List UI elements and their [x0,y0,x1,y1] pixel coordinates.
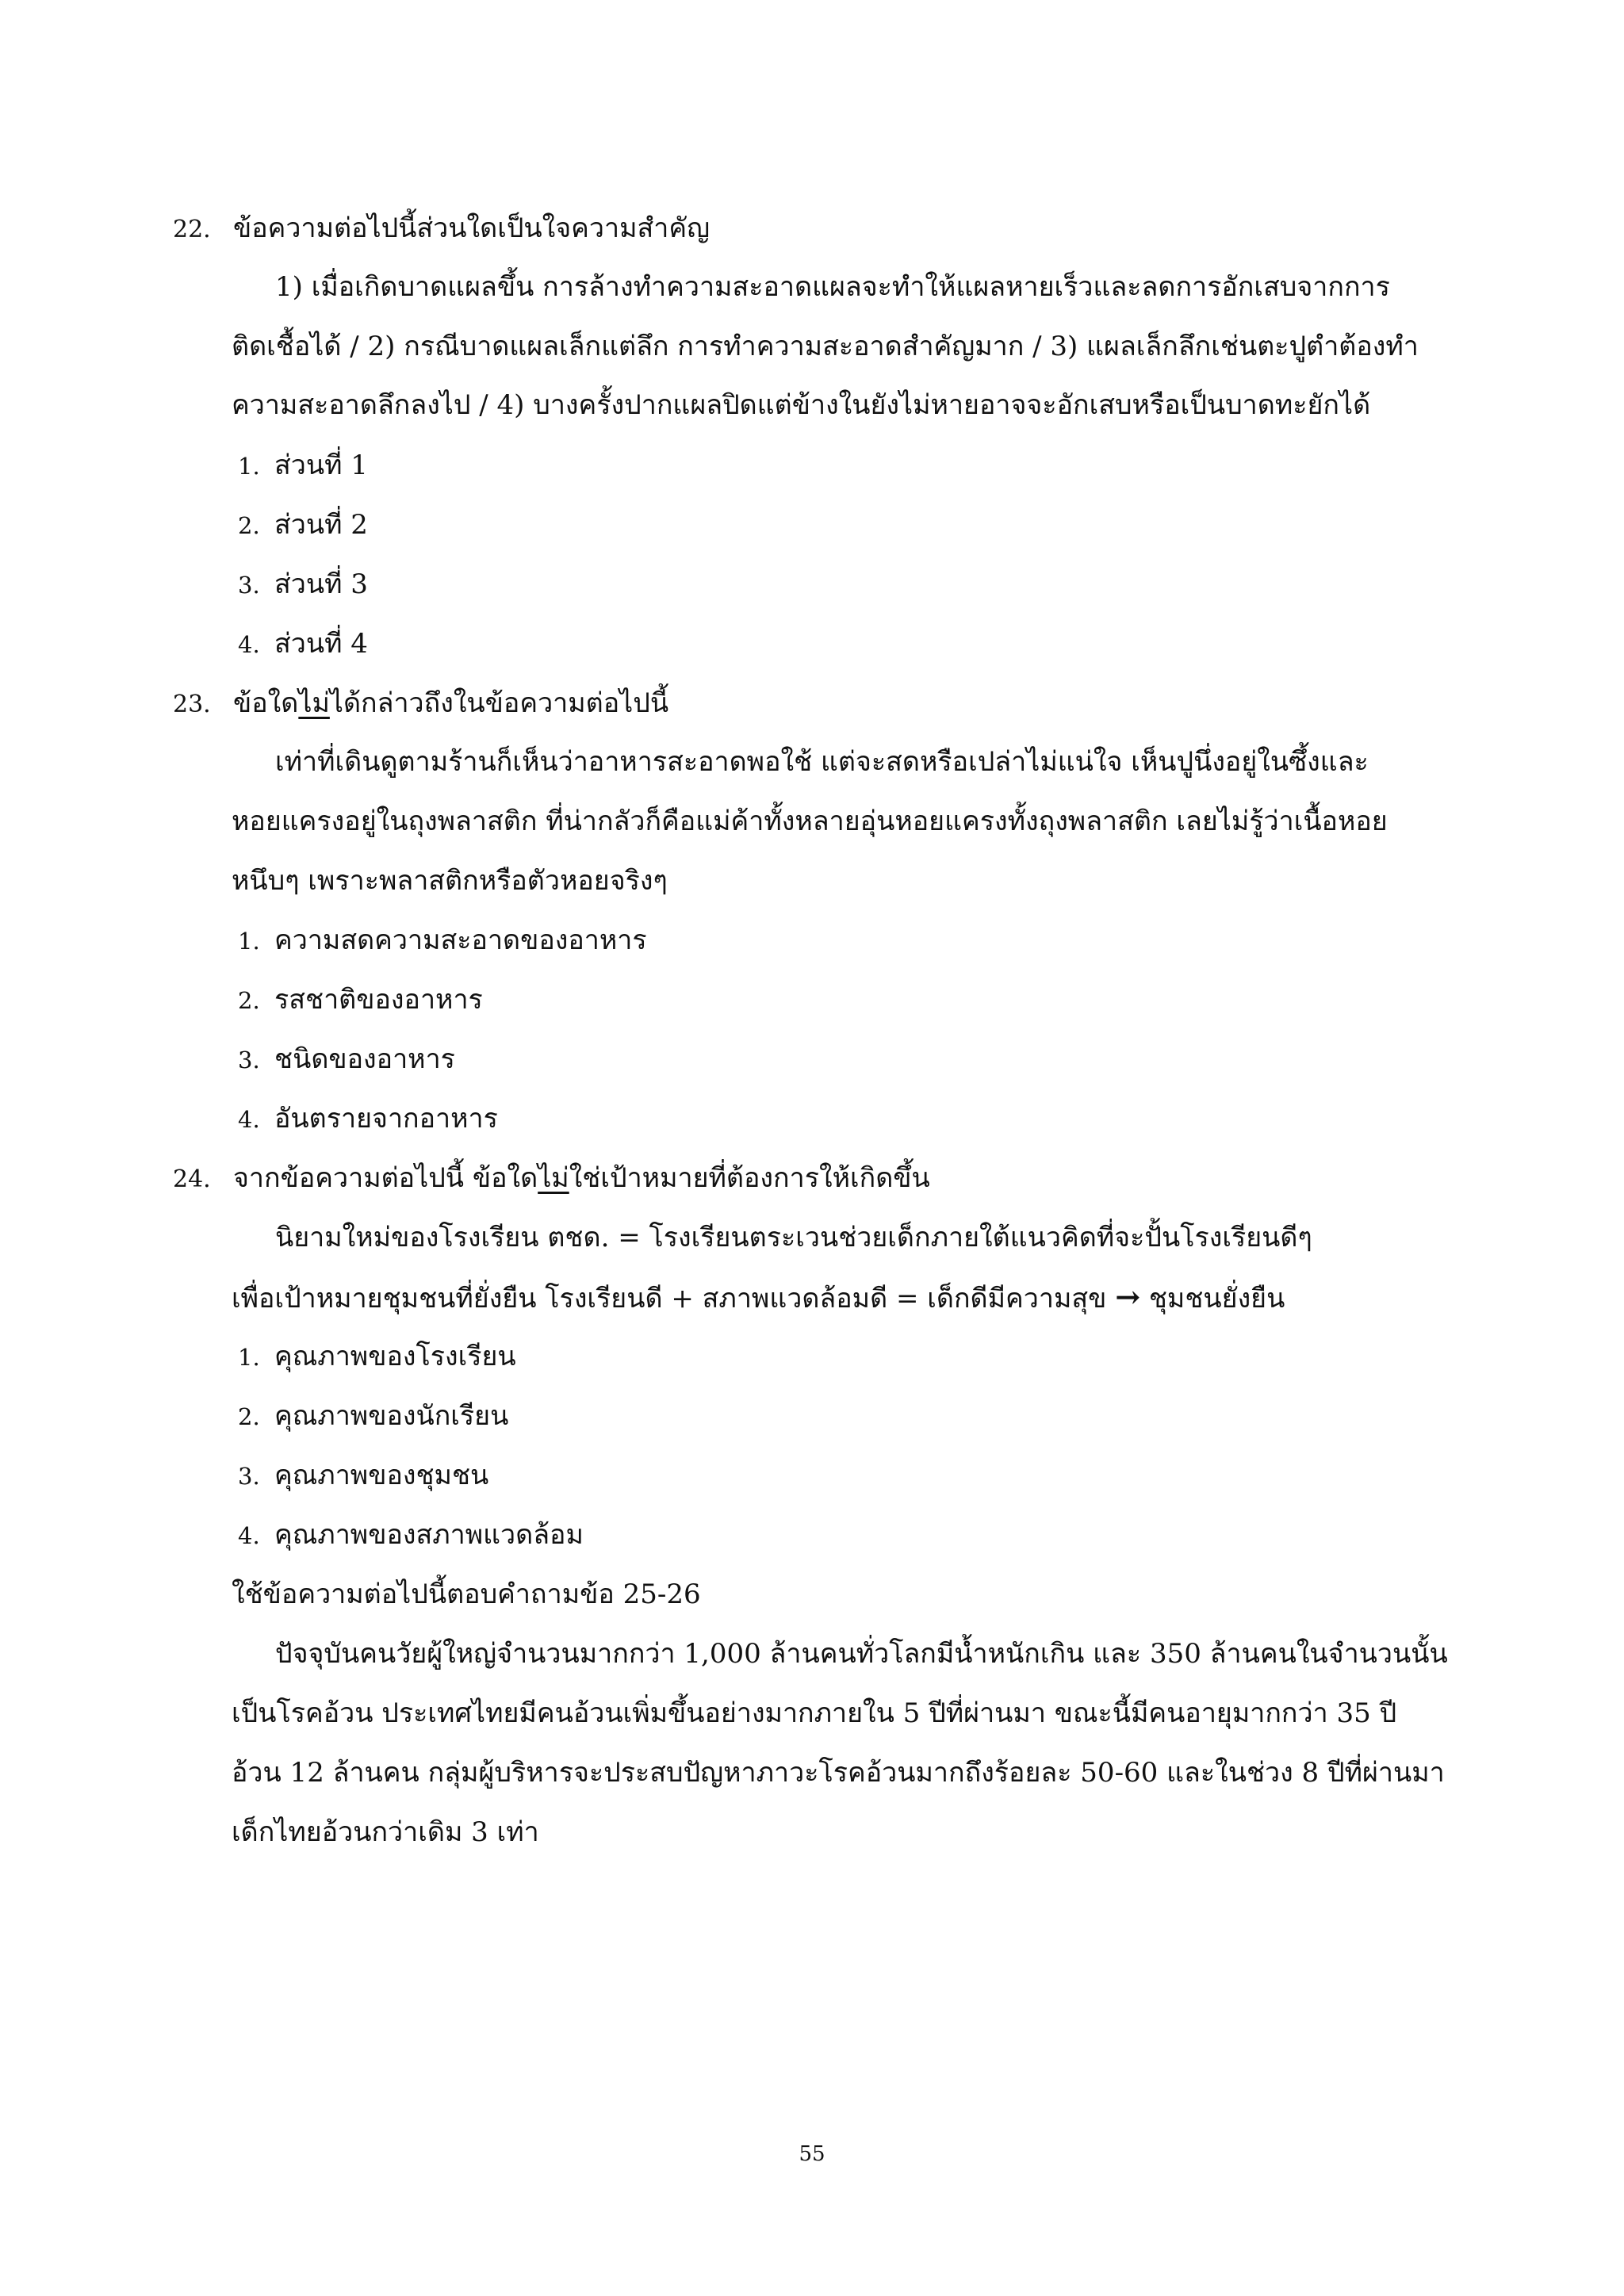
option-text: คุณภาพของชุมชน [274,1460,489,1491]
option-number: 2. [238,987,260,1014]
option-number: 1. [238,928,260,955]
passage-line: ปัจจุบันคนวัยผู้ใหญ่จำนวนมากกว่า 1,000 ล้านคนทั่วโลกมีน้ำหนักเกิน และ 350 ล้านคนในจำนวนนั้น [275,1638,1448,1670]
answer-option [238,1517,584,1553]
option-text: รสชาติของอาหาร [274,984,483,1016]
option-text: คุณภาพของนักเรียน [274,1400,509,1432]
answer-option [238,567,368,603]
option-number: 1. [238,453,260,480]
passage-line: หนึบๆ เพราะพลาสติกหรือตัวหอยจริงๆ [232,865,668,897]
option-number: 4. [238,631,260,658]
question-23 [173,686,668,722]
option-number: 1. [238,1344,260,1371]
passage-line: นิยามใหม่ของโรงเรียน ตชด. = โรงเรียนตระเวนช่วยเด็กภายใต้แนวคิดที่จะปั้นโรงเรียนดีๆ [275,1222,1312,1253]
question-text: จากข้อความต่อไปนี้ ข้อใด [233,1162,538,1194]
answer-option [238,923,647,959]
answer-option [238,1399,508,1434]
option-number: 3. [238,572,260,599]
option-text: คุณภาพของสภาพแวดล้อม [274,1519,584,1551]
question-22 [173,211,710,247]
passage-line: เด็กไทยอ้วนกว่าเดิม 3 เท่า [232,1816,539,1848]
answer-option [238,448,368,484]
option-text: คุณภาพของโรงเรียน [274,1341,516,1372]
question-24 [173,1161,930,1197]
option-number: 2. [238,1403,260,1430]
question-text: ข้อใด [233,687,299,719]
option-number: 2. [238,512,260,539]
question-text: ได้กล่าวถึงในข้อความต่อไปนี้ [329,687,669,719]
option-text: ชนิดของอาหาร [274,1043,455,1075]
question-number: 22. [173,216,211,243]
passage-line: 1) เมื่อเกิดบาดแผลขึ้น การล้างทำความสะอาดแผลจะทำให้แผลหายเร็วและลดการอักเสบจากการ [275,271,1390,303]
question-text: ข้อความต่อไปนี้ส่วนใดเป็นใจความสำคัญ [233,212,710,244]
passage-line: ความสะอาดลึกลงไป / 4) บางครั้งปากแผลปิดแต่ข้างในยังไม่หายอาจจะอักเสบหรือเป็นบาดทะยักได้ [232,389,1371,421]
option-number: 3. [238,1047,260,1073]
passage-line: เท่าที่เดินดูตามร้านก็เห็นว่าอาหารสะอาดพอใช้ แต่จะสดหรือเปล่าไม่แน่ใจ เห็นปูนึ่งอยู่ในซึ้งและ [275,746,1369,778]
answer-option [238,1458,488,1494]
option-text: ส่วนที่ 1 [274,450,368,481]
question-underlined-word: ไม่ [298,687,330,719]
option-number: 4. [238,1106,260,1133]
option-number: 4. [238,1522,260,1549]
option-number: 3. [238,1463,260,1490]
arrow-right-icon: → [1115,1279,1141,1314]
option-text: ส่วนที่ 2 [274,509,368,541]
passage-line [232,1280,1285,1316]
option-text: ส่วนที่ 4 [274,628,368,660]
question-text: ใช่เป้าหมายที่ต้องการให้เกิดขึ้น [569,1162,930,1194]
question-number: 23. [173,691,211,718]
passage-line: หอยแครงอยู่ในถุงพลาสติก ที่น่ากลัวก็คือแม่ค้าทั้งหลายอุ่นหอยแครงทั้งถุงพลาสติก เลยไม่รู้ว่าเนื้อหอย [232,806,1388,837]
instruction-text: ใช้ข้อความต่อไปนี้ตอบคำถามข้อ 25-26 [232,1578,701,1610]
passage-text: ชุมชนยั่งยืน [1148,1283,1285,1314]
option-text: อันตรายจากอาหาร [274,1103,498,1135]
passage-line: อ้วน 12 ล้านคน กลุ่มผู้บริหารจะประสบปัญหาภาวะโรคอ้วนมากถึงร้อยละ 50-60 และในช่วง 8 ปีที่ผ่านมา [232,1757,1445,1789]
answer-option [238,1101,498,1137]
question-underlined-word: ไม่ [538,1162,569,1194]
passage-line: ติดเชื้อได้ / 2) กรณีบาดแผลเล็กแต่ลึก การทำความสะอาดสำคัญมาก / 3) แผลเล็กลึกเช่นตะปูตำต้องทำ [232,331,1419,362]
passage-text: เพื่อเป้าหมายชุมชนที่ยั่งยืน โรงเรียนดี + สภาพแวดล้อมดี = เด็กดีมีความสุข [232,1283,1107,1314]
question-number: 24. [173,1165,211,1193]
answer-option [238,626,368,662]
answer-option [238,1042,455,1077]
answer-option [238,982,483,1018]
option-text: ความสดความสะอาดของอาหาร [274,924,647,956]
answer-option [238,507,368,543]
page-number: 55 [799,2142,825,2166]
option-text: ส่วนที่ 3 [274,568,368,600]
answer-option [238,1339,516,1375]
passage-line: เป็นโรคอ้วน ประเทศไทยมีคนอ้วนเพิ่มขึ้นอย่างมากภายใน 5 ปีที่ผ่านมา ขณะนี้มีคนอายุมากกว่า 35 ปี [232,1697,1397,1729]
